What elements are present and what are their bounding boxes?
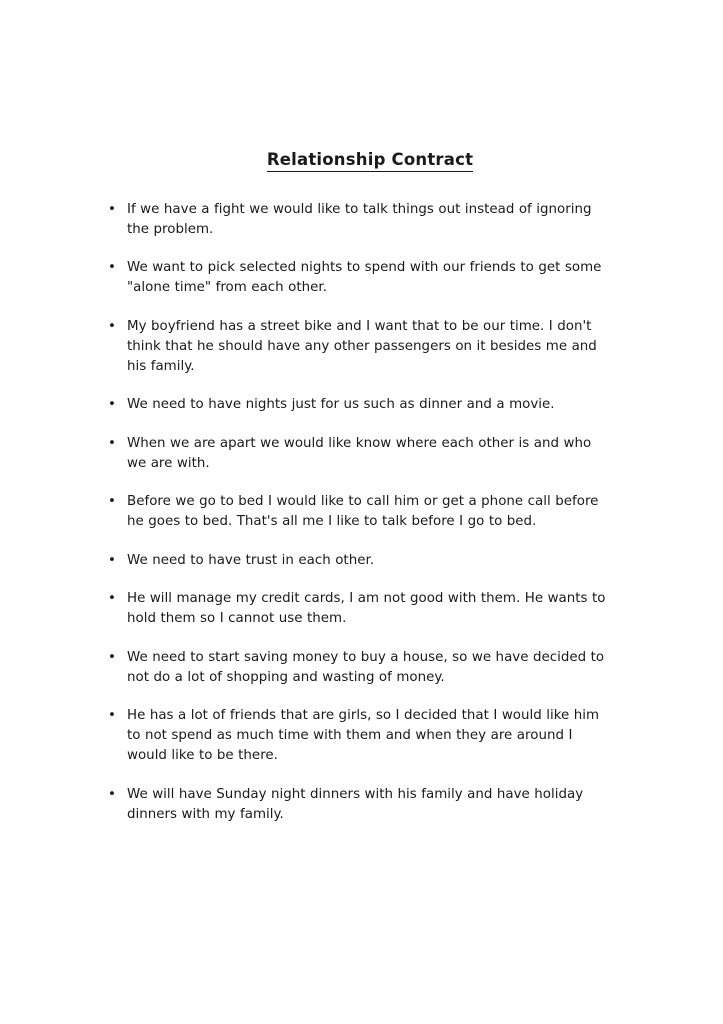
bullet-icon: • [108, 494, 116, 510]
list-item [108, 434, 614, 474]
list-item [108, 492, 614, 532]
page-title-text: Relationship Contract [267, 151, 473, 172]
list-item [108, 648, 614, 688]
bullet-icon: • [108, 591, 116, 607]
list-item [108, 706, 614, 766]
list-item [108, 258, 614, 298]
clause-text: He will manage my credit cards, I am not good with them. He wants to hold them so I cannot use them. [127, 591, 606, 627]
clause-text: We need to have nights just for us such as dinner and a movie. [127, 397, 555, 413]
clause-text: Before we go to bed I would like to call him or get a phone call before he goes to bed. That's all me I like to talk before I go to bed. [127, 494, 599, 530]
clause-list [108, 200, 614, 825]
page-title [108, 150, 614, 172]
list-item [108, 551, 614, 571]
clause-text: We will have Sunday night dinners with his family and have holiday dinners with my family. [127, 786, 584, 822]
list-item [108, 317, 614, 377]
clause-text: He has a lot of friends that are girls, so I decided that I would like him to not spend as much time with them and when they are around I would like to be there. [127, 708, 600, 764]
bullet-icon: • [108, 318, 116, 334]
bullet-icon: • [108, 397, 116, 413]
clause-text: We want to pick selected nights to spend with our friends to get some "alone time" from each other. [127, 260, 602, 296]
bullet-icon: • [108, 201, 116, 217]
clause-text: My boyfriend has a street bike and I want that to be our time. I don't think that he should have any other passengers on it besides me and his family. [127, 318, 597, 374]
clause-text: When we are apart we would like know where each other is and who we are with. [127, 435, 592, 471]
list-item [108, 589, 614, 629]
list-item [108, 200, 614, 240]
list-item [108, 395, 614, 415]
bullet-icon: • [108, 786, 116, 802]
document-body [108, 150, 614, 825]
clause-text: We need to have trust in each other. [127, 552, 375, 568]
bullet-icon: • [108, 435, 116, 451]
bullet-icon: • [108, 708, 116, 724]
bullet-icon: • [108, 260, 116, 276]
list-item [108, 785, 614, 825]
bullet-icon: • [108, 552, 116, 568]
clause-text: We need to start saving money to buy a house, so we have decided to not do a lot of shopping and wasting of money. [127, 649, 605, 685]
clause-text: If we have a fight we would like to talk things out instead of ignoring the problem. [127, 201, 592, 237]
bullet-icon: • [108, 649, 116, 665]
